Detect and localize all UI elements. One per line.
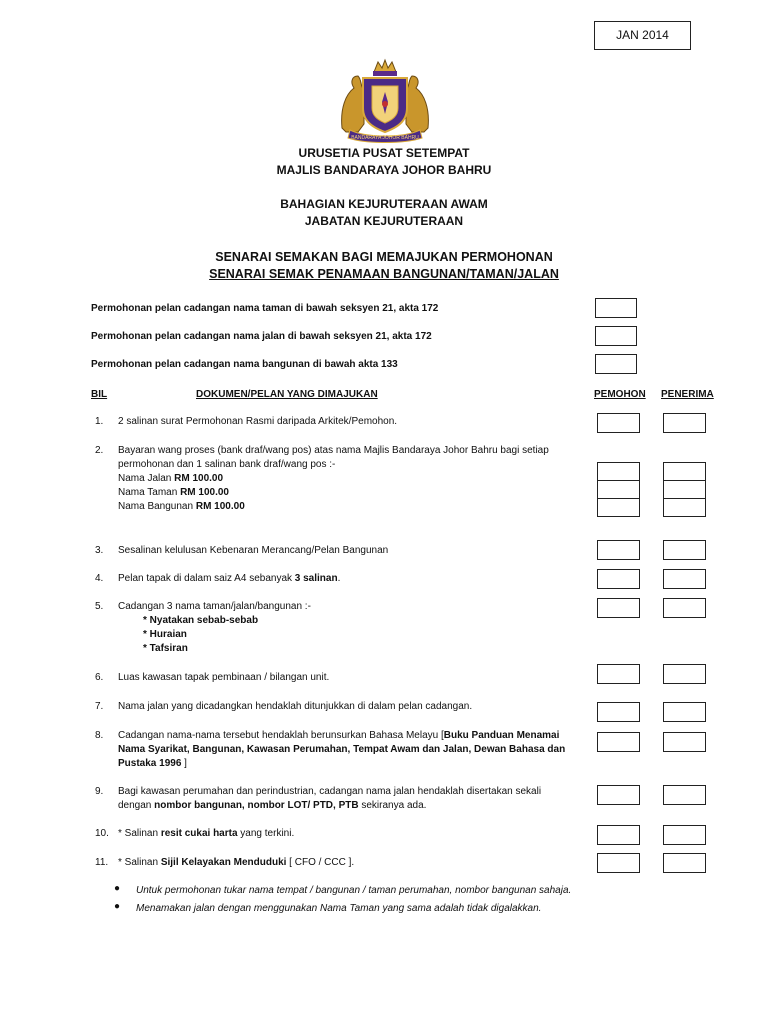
application-checkbox-3[interactable] [595,354,637,374]
item-3-text: Sesalinan kelulusan Kebenaran Merancang/Pelan Bangunan [118,545,389,556]
dept-line-2: JABATAN KEJURUTERAAN [304,214,464,228]
item-6-num: 6. [95,672,104,683]
item-2-taman-pemohon-box[interactable] [597,480,640,499]
dept-line-1: BAHAGIAN KEJURUTERAAN AWAM [280,197,488,211]
page-title: SENARAI SEMAKAN BAGI MEMAJUKAN PERMOHONAN [215,250,553,264]
item-8-penerima-box[interactable] [663,732,706,752]
item-8-num: 8. [95,730,104,741]
item-10-penerima-box[interactable] [663,825,706,845]
item-7-pemohon-box[interactable] [597,702,640,722]
item-9-text: Bagi kawasan perumahan dan perindustrian, cadangan nama jalan hendaklah disertakan sekali dengan nombor bangunan, nombor LOT/ PTD, PTB sekiranya ada. [118,786,542,811]
crest-logo [336,58,434,144]
col-pemohon: PEMOHON [594,389,646,400]
item-2-num: 2. [95,445,104,456]
item-6-penerima-box[interactable] [663,664,706,684]
item-10-num: 10. [95,828,109,839]
item-11-text: * Salinan Sijil Kelayakan Menduduki [ CFO / CCC ]. [118,857,355,868]
item-1-num: 1. [95,416,104,427]
org-line-1: URUSETIA PUSAT SETEMPAT [298,146,470,160]
item-4-pemohon-box[interactable] [597,569,640,589]
item-2-taman-penerima-box[interactable] [663,480,706,499]
item-1-text: 2 salinan surat Permohonan Rasmi daripada Arkitek/Pemohon. [118,416,398,427]
note-1: Untuk permohonan tukar nama tempat / bangunan / taman perumahan, nombor bangunan sahaja. [136,885,572,896]
item-8-pemohon-box[interactable] [597,732,640,752]
col-dokumen: DOKUMEN/PELAN YANG DIMAJUKAN [196,389,378,400]
item-9-num: 9. [95,786,104,797]
item-11-pemohon-box[interactable] [597,853,640,873]
org-line-2: MAJLIS BANDARAYA JOHOR BAHRU [276,163,492,177]
item-8-text: Cadangan nama-nama tersebut hendaklah berunsurkan Bahasa Melayu [Buku Panduan Menamai Nama Syarikat, Bangunan, Kawasan Perumahan, Tempat Awam dan Jalan, Dewan Bahasa dan Pustaka 1996 ] [118,730,566,769]
item-9-penerima-box[interactable] [663,785,706,805]
item-2-jalan-penerima-box[interactable] [663,462,706,481]
item-5-num: 5. [95,601,104,612]
item-5-pemohon-box[interactable] [597,598,640,618]
application-line-1: Permohonan pelan cadangan nama taman di bawah seksyen 21, akta 172 [91,303,439,314]
item-2-bangunan: Nama Bangunan RM 100.00 [118,501,245,512]
item-3-num: 3. [95,545,104,556]
item-3-penerima-box[interactable] [663,540,706,560]
item-11-penerima-box[interactable] [663,853,706,873]
item-4-penerima-box[interactable] [663,569,706,589]
item-10-text: * Salinan resit cukai harta yang terkini. [118,828,295,839]
item-11-num: 11. [95,857,109,868]
item-7-num: 7. [95,701,104,712]
item-5-sub-3: * Tafsiran [143,643,188,654]
col-penerima: PENERIMA [661,389,714,400]
item-4-num: 4. [95,573,104,584]
application-line-3: Permohonan pelan cadangan nama bangunan di bawah akta 133 [91,359,398,370]
item-2-bangunan-pemohon-box[interactable] [597,498,640,517]
note-bullet-2: ● [114,901,121,912]
item-9-pemohon-box[interactable] [597,785,640,805]
item-3-pemohon-box[interactable] [597,540,640,560]
item-2-taman: Nama Taman RM 100.00 [118,487,229,498]
item-2-jalan: Nama Jalan RM 100.00 [118,473,224,484]
svg-text:BANDARAYA JOHOR BAHRU: BANDARAYA JOHOR BAHRU [351,135,419,141]
date-box [594,21,691,50]
application-checkbox-1[interactable] [595,298,637,318]
item-7-text: Nama jalan yang dicadangkan hendaklah ditunjukkan di dalam pelan cadangan. [118,701,473,712]
application-checkbox-2[interactable] [595,326,637,346]
note-bullet-1: ● [114,883,121,894]
item-2-jalan-pemohon-box[interactable] [597,462,640,481]
item-2-bangunan-penerima-box[interactable] [663,498,706,517]
item-7-penerima-box[interactable] [663,702,706,722]
item-6-pemohon-box[interactable] [597,664,640,684]
item-2-line-2: permohonan dan 1 salinan bank draf/wang pos :- [118,459,336,470]
item-4-text: Pelan tapak di dalam saiz A4 sebanyak 3 salinan. [118,573,341,584]
item-5-text: Cadangan 3 nama taman/jalan/bangunan :- [118,601,311,612]
item-6-text: Luas kawasan tapak pembinaan / bilangan unit. [118,672,330,683]
note-2: Menamakan jalan dengan menggunakan Nama Taman yang sama adalah tidak digalakkan. [136,903,542,914]
item-5-sub-1: * Nyatakan sebab-sebab [143,615,259,626]
item-2-line-1: Bayaran wang proses (bank draf/wang pos) atas nama Majlis Bandaraya Johor Bahru bagi setiap [118,445,549,456]
item-1-penerima-box[interactable] [663,413,706,433]
item-5-sub-2: * Huraian [143,629,187,640]
col-bil: BIL [91,389,108,400]
item-1-pemohon-box[interactable] [597,413,640,433]
date-label: JAN 2014 [616,28,669,42]
item-10-pemohon-box[interactable] [597,825,640,845]
item-5-penerima-box[interactable] [663,598,706,618]
application-line-2: Permohonan pelan cadangan nama jalan di bawah seksyen 21, akta 172 [91,331,432,342]
page-subtitle: SENARAI SEMAK PENAMAAN BANGUNAN/TAMAN/JALAN [209,267,559,281]
